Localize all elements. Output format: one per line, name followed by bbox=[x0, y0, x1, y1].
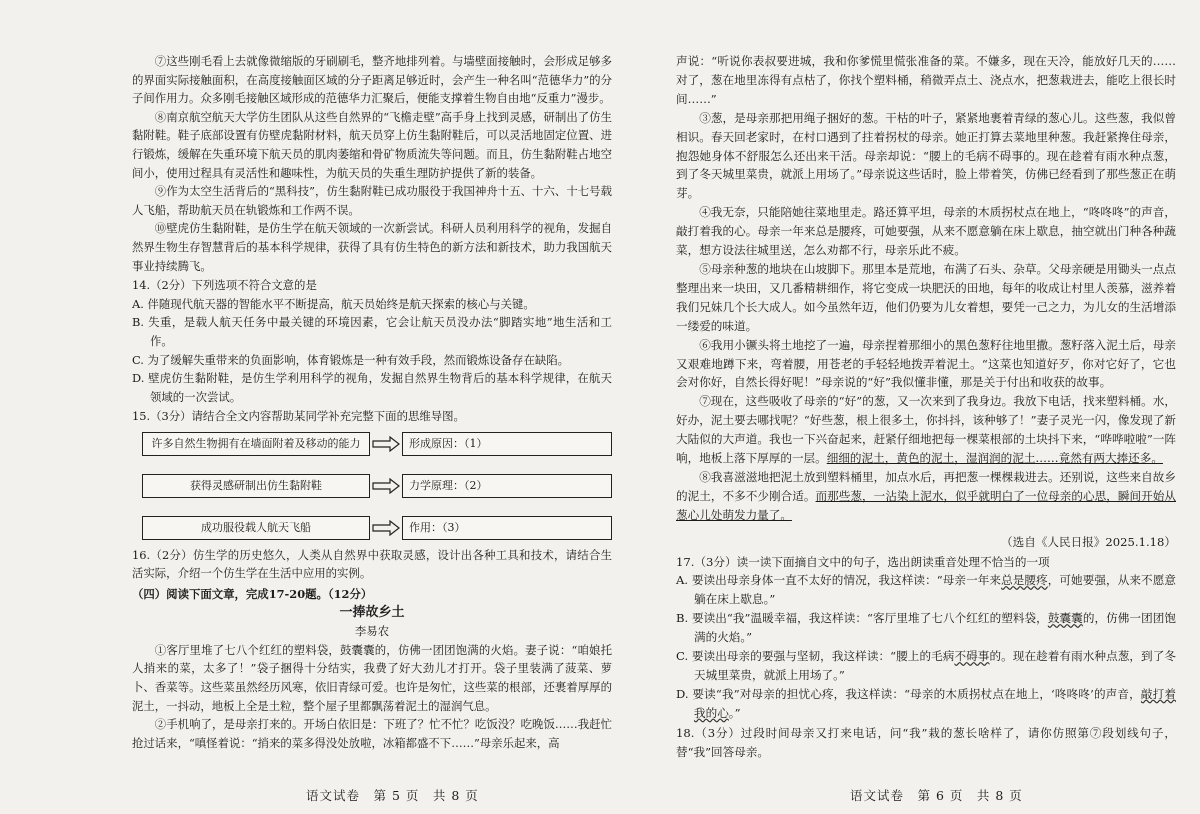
mind-map-left-box: 许多自然生物拥有在墙面附着及移动的能力 bbox=[142, 432, 370, 456]
q14-option-a: A. 伴随现代航天器的智能水平不断提高，航天员始终是航天探索的核心与关键。 bbox=[132, 296, 535, 311]
q17-option-c bbox=[676, 647, 1176, 685]
para-8-text: ⑧我喜滋滋地把泥土放到塑料桶里，加点水后，再把葱一棵棵栽进去。还别说，这些来自故乡的泥土，不多不少刚合适。 bbox=[676, 469, 1176, 503]
arrow-right-icon bbox=[372, 520, 400, 536]
mind-map-right-box: 作用：（3） bbox=[402, 516, 612, 540]
article-para-8 bbox=[676, 468, 1176, 525]
q17b-tail: 的，仿佛一团团饱满的火焰。” bbox=[694, 611, 1176, 645]
q14-option-d: D. 壁虎仿生黏附鞋，是仿生学利用科学的视角，发掘自然界生物背后的基本科学规律，在航天领域的一次尝试。 bbox=[132, 371, 612, 404]
article-para-1: ①客厅里堆了七八个红红的塑料袋，鼓囊囊的，仿佛一团团饱满的火焰。妻子说：“咱娘托人捎来的菜，太多了！”袋子捆得十分结实，我费了好大劲儿才打开。袋子里装满了菠菜、萝卜、香菜等。这些菜虽然经历风寒，依旧青绿可爱。也许是匆忙，这些菜的根部，还裹着厚厚的泥土，一抖动，地板上全是土粒，整个屋子里都飘荡着泥土的湿润气息。 bbox=[132, 642, 612, 713]
arrow-right-icon bbox=[372, 478, 400, 494]
question-18: 18.（3分）过段时间母亲又打来电话，问“我”栽的葱长啥样了，请你仿照第⑦段划线句子，替“我”回答母亲。 bbox=[676, 725, 1176, 759]
article-title: 一捧故乡土 bbox=[339, 604, 405, 620]
stress-mark: 总是腰疼 bbox=[1001, 573, 1048, 588]
stress-mark: 敲打着我的心 bbox=[694, 686, 1176, 720]
article-para-2: ②手机响了，是母亲打来的。开场白依旧是：下班了？忙不忙？吃饭没？吃晚饭……我赶忙抢过话来，“嗔怪着说：“捎来的菜多得没处放啦，冰箱都盛不下……”母亲乐起来，高 bbox=[132, 717, 612, 750]
q14-option-b: B. 失重，是载人航天任务中最关键的环境因素，它会让航天员没办法“脚踏实地”地生活和工作。 bbox=[132, 315, 612, 348]
stress-mark: 鼓囊囊 bbox=[1047, 611, 1083, 626]
passage-para-9: ⑨作为太空生活背后的“黑科技”，仿生黏附鞋已成功服役于我国神舟十五、十六、十七号载人飞船，帮助航天员在轨锻炼和工作两不误。 bbox=[132, 184, 612, 217]
q17a-lead: A. 要读出母亲身体一直不太好的情况，我这样读：“母亲一年来 bbox=[676, 573, 1002, 588]
underlined-sentence-2: 而那些葱，一沾染上泥水，似乎就明白了一位母亲的心思，瞬间开始从葱心儿处萌发力量了。 bbox=[676, 488, 1176, 522]
mind-map-row bbox=[142, 474, 612, 498]
question-17: 17.（3分）读一读下面摘自文中的句子，选出朗读重音处理不恰当的一项 bbox=[676, 554, 1050, 569]
q17-option-d bbox=[676, 685, 1176, 723]
article-para-4: ④我无奈，只能陪她往菜地里走。路还算平坦，母亲的木质拐杖点在地上，“咚咚咚”的声音，敲打着我的心。母亲一年来总是腰疼，可她要强，从来不愿意躺在床上歇息，抽空就出门种各种蔬菜，想方设法往城里送，怎么劝都不行，母亲乐此不疲。 bbox=[676, 205, 1176, 258]
question-14: 14.（2分）下列选项不符合文意的是 bbox=[132, 278, 317, 293]
q17d-tail: 。” bbox=[728, 705, 741, 720]
article-para-7 bbox=[676, 392, 1176, 468]
mind-map-right-box: 形成原因：（1） bbox=[402, 432, 612, 456]
article-para-5: ⑤母亲种葱的地块在山坡脚下。那里本是荒地，布满了石头、杂草。父母亲硬是用锄头一点点整理出来一块田，又几番精耕细作，将它变成一块肥沃的田地，每年的收成让村里人羡慕，滋养着我们兄妹几个长大成人。如今虽然年迈，他们仍要为儿女着想，要凭一己之力，为儿女的生活增添一缕爱的味道。 bbox=[676, 261, 1176, 333]
para-7-text: ⑦现在，这些吸收了母亲的“好”的葱，又一次来到了我身边。我放下电话，找来塑料桶。水，好办，泥土要去哪找呢？“好些葱，根上很多土，你抖抖，该种够了！”妻子灵光一闪，像发现了新大陆似的大声道。我也一下兴奋起来，赶紧仔细地把每一棵菜根部的土块抖下来， bbox=[676, 394, 1176, 447]
passage-para-8: ⑧南京航空航天大学仿生团队从这些自然界的“飞檐走壁”高手身上找到灵感，研制出了仿生黏附鞋。鞋子底部设置有仿壁虎黏附材料，航天员穿上仿生黏附鞋后，可以灵活地固定位置、进行锻炼，缓解在失重环境下航天员的肌肉萎缩和骨矿物质流失等问题。而且，仿生黏附鞋占地空间小，使用过程具有灵活性和趣味性，为航天员的失重生理防护提供了新的装备。 bbox=[132, 109, 612, 180]
question-15: 15.（3分）请结合全文内容帮助某同学补充完整下面的思维导图。 bbox=[132, 409, 465, 424]
stress-mark: 不碍事 bbox=[954, 649, 990, 664]
article-para-6: ⑥我用小镢头将土地挖了一遍，母亲捏着那细小的黑色葱籽往地里撒。葱籽落入泥土后，母亲又艰难地蹲下来，弯着腰，用苍老的手轻轻地拨弄着泥土。“这菜也知道好歹，你对它好了，它也会对你好，自然长得好呢！”母亲说的“好”我似懂非懂，那是关于付出和收获的故事。 bbox=[676, 337, 1176, 390]
q17-option-a bbox=[676, 571, 1176, 609]
article-para-3: ③葱，是母亲那把用绳子捆好的葱。干枯的叶子，紧紧地裹着青绿的葱心儿。这些葱，我似曾相识。春天回老家时，在村口遇到了拄着拐杖的母亲。她正打算去菜地里种葱。我赶紧搀住母亲，抱怨她身体不舒服怎么还出来干活。母亲却说：“腰上的毛病不碍事的。现在趁着有雨水种点葱，到了冬天城里菜贵，就派上用场了。”母亲说这些话时，脸上带着笑，仿佛已经看到了那些葱正在萌芽。 bbox=[676, 110, 1176, 201]
q17-option-b bbox=[676, 609, 1176, 647]
section-heading: （四）阅读下面文章，完成17-20题。（12分） bbox=[132, 587, 373, 602]
q17b-lead: B. 要读出“我”温暖幸福，我这样读：“客厅里堆了七八个红红的塑料袋， bbox=[676, 611, 1048, 626]
arrow-right-icon bbox=[372, 436, 400, 452]
mind-map-left-box: 成功服役载人航天飞船 bbox=[142, 516, 370, 540]
article-source: （选自《人民日报》2025.1.18） bbox=[1001, 534, 1176, 549]
left-page bbox=[132, 52, 612, 752]
mind-map-left-box: 获得灵感研制出仿生黏附鞋 bbox=[142, 474, 370, 498]
q17c-tail: 的。现在趁着有雨水种点葱，到了冬天城里菜贵，就派上用场了。” bbox=[694, 649, 1176, 682]
underlined-sentence: 细细的泥土，黄色的泥土，湿润润的泥土……竟然有两大捧还多。 bbox=[826, 451, 1163, 466]
question-16: 16.（2分）仿生学的历史悠久，人类从自然界中获取灵感，设计出各种工具和技术，请结合生活实际，介绍一个仿生学在生活中应用的实例。 bbox=[132, 547, 612, 581]
passage-para-7: ⑦这些刚毛看上去就像微缩版的牙刷刷毛，整齐地排列着。与墙壁面接触时，会形成足够多的界面实际接触面积，在高度接触面区域的分子距离足够近时，会产生一种名叫“范德华力”的分子间作用力。众多刚毛接触区域形成的范德华力汇聚后，便能支撑着生物自由地“反重力”漫步。 bbox=[132, 54, 612, 106]
article-para-2-cont: 声说：“听说你表叔要进城，我和你爹慌里慌张准备的菜。不嫌多，现在天冷，能放好几天的……对了，葱在地里冻得有点枯了，你找个塑料桶，稍微弄点土、浇点水，把葱栽进去，能吃上很长时间……” bbox=[676, 54, 1176, 106]
right-page bbox=[676, 52, 1176, 762]
q14-option-c: C. 为了缓解失重带来的负面影响，体育锻炼是一种有效手段，然而锻炼设备存在缺陷。 bbox=[132, 352, 570, 367]
mind-map-row bbox=[142, 516, 612, 540]
page-footer-left: 语文试卷 第 5 页 共 8 页 bbox=[306, 788, 479, 803]
para-7-mid: “哗哗啦啦”一阵响，地板上落下厚厚的一层。 bbox=[676, 432, 1176, 466]
article-author: 李易农 bbox=[354, 624, 390, 639]
mind-map-row bbox=[142, 432, 612, 456]
mind-map bbox=[142, 432, 612, 540]
q17c-lead: C. 要读出母亲的要强与坚韧，我这样读：“腰上的毛病 bbox=[676, 649, 955, 664]
q17d-lead: D. 要读“我”对母亲的担忧心疼，我这样读：“母亲的木质拐杖点在地上，‘咚咚咚’的声音， bbox=[676, 686, 1141, 701]
q17a-tail: ，可她要强，从来不愿意躺在床上歇息。” bbox=[694, 573, 1176, 607]
mind-map-right-box: 力学原理：（2） bbox=[402, 474, 612, 498]
page-footer-right: 语文试卷 第 6 页 共 8 页 bbox=[850, 788, 1023, 803]
passage-para-10: ⑩壁虎仿生黏附鞋，是仿生学在航天领域的一次新尝试。科研人员利用科学的视角，发掘自然界生物生存智慧背后的基本科学规律，获得了具有仿生特色的新方法和新技术，助力我国航天事业持续腾飞。 bbox=[132, 221, 612, 273]
